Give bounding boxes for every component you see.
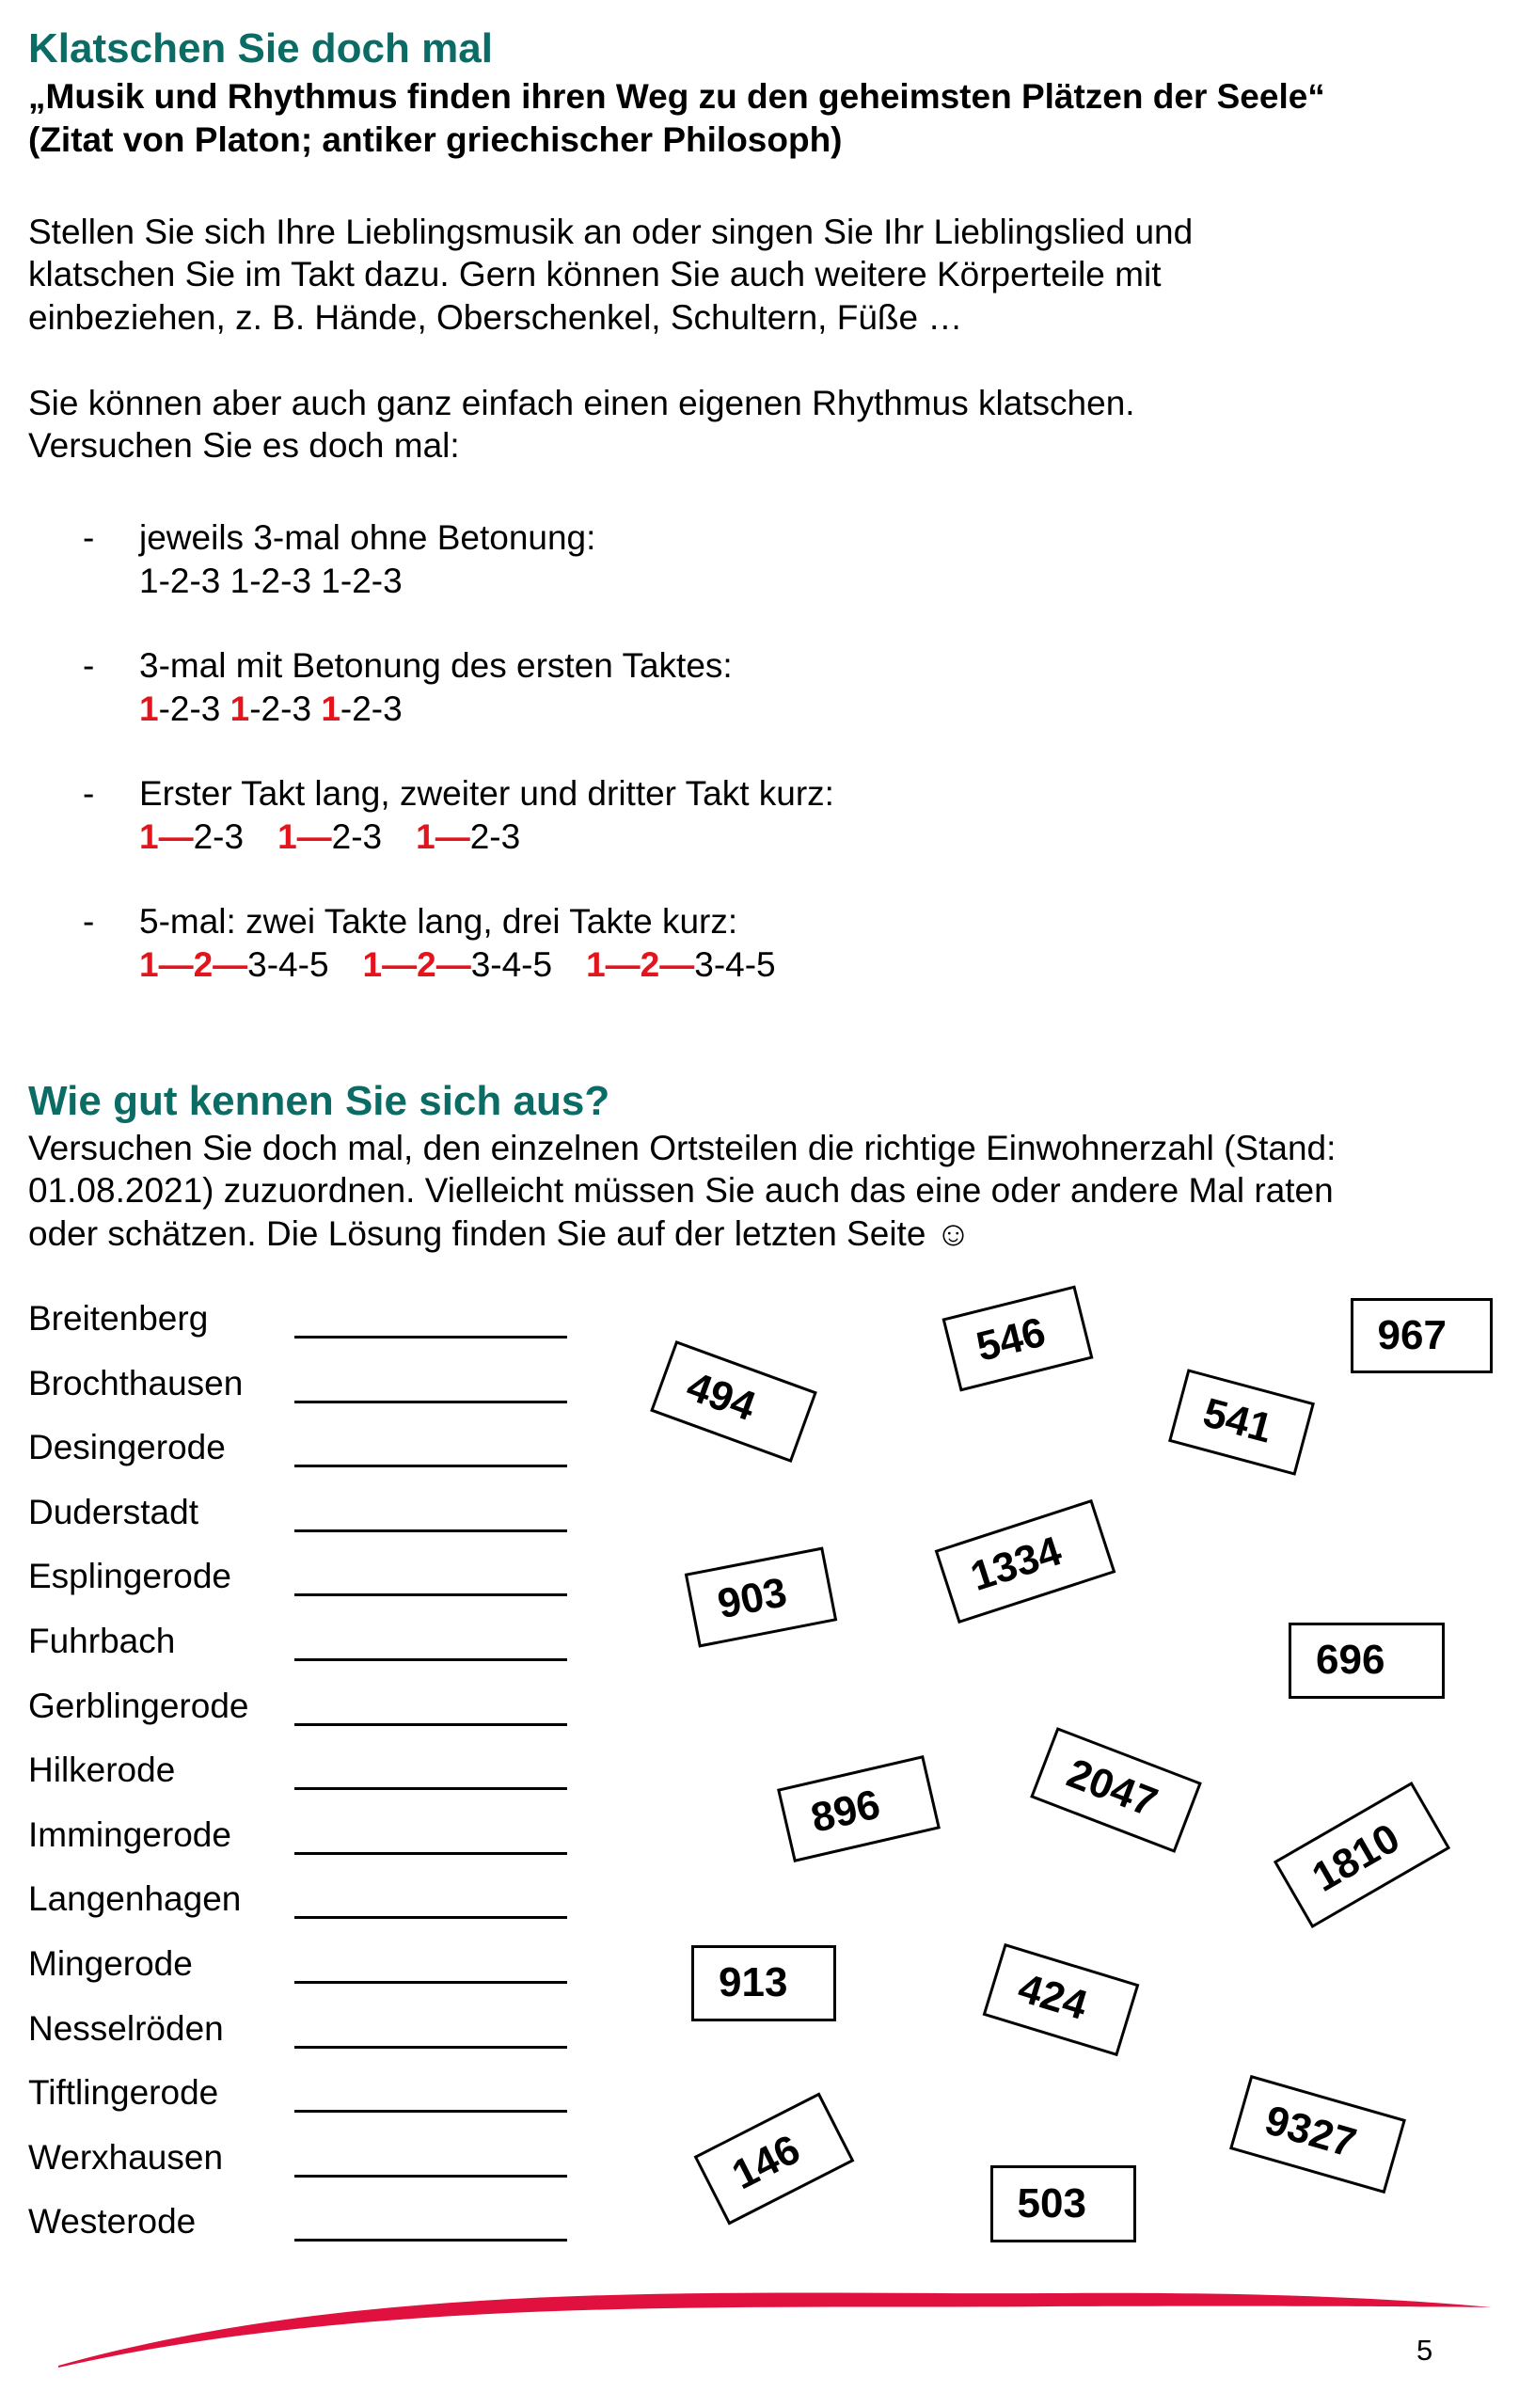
- paragraph-line: Sie können aber auch ganz einfach einen eigenen Rhythmus klatschen.: [28, 384, 1135, 422]
- rhythm-pattern: [139, 819, 520, 854]
- village-name: Langenhagen: [28, 1879, 242, 1919]
- page-number: 5: [1416, 2334, 1433, 2367]
- accented-beat: 1: [229, 689, 250, 728]
- answer-blank-line[interactable]: [294, 2110, 567, 2113]
- number-card[interactable]: [777, 1755, 941, 1862]
- answer-blank-line[interactable]: [294, 1981, 567, 1984]
- beat: 3-4-5: [247, 945, 329, 984]
- beat: -2-3: [158, 689, 230, 728]
- number-card-value: 424: [1012, 1964, 1093, 2029]
- paragraph-line: Versuchen Sie es doch mal:: [28, 426, 460, 465]
- answer-blank-line[interactable]: [294, 2175, 567, 2178]
- number-card[interactable]: [650, 1340, 817, 1463]
- accented-beat: 1—2—: [139, 945, 248, 984]
- swoosh-shape: [58, 2293, 1492, 2368]
- rhythm-pattern: [139, 563, 403, 598]
- village-name: Nesselröden: [28, 2008, 224, 2048]
- number-card[interactable]: [1274, 1782, 1450, 1928]
- accented-beat: 1—2—: [586, 945, 695, 984]
- number-card[interactable]: [1289, 1623, 1445, 1699]
- number-card-value: 1810: [1305, 1814, 1408, 1901]
- number-card[interactable]: [685, 1546, 838, 1647]
- answer-blank-line[interactable]: [294, 1401, 567, 1403]
- answer-blank-line[interactable]: [294, 1787, 567, 1790]
- beat: 3-4-5: [470, 945, 553, 984]
- accented-beat: 1: [321, 689, 340, 728]
- number-card-value: 541: [1198, 1389, 1277, 1452]
- beat: -2-3: [249, 689, 322, 728]
- accented-beat: 1—: [416, 817, 470, 856]
- number-card[interactable]: [1229, 2075, 1406, 2194]
- number-card-value: 546: [972, 1308, 1051, 1370]
- village-name: Duderstadt: [28, 1492, 198, 1531]
- number-card[interactable]: [1030, 1727, 1202, 1853]
- beat: 2-3: [193, 817, 245, 856]
- number-card-value: 913: [719, 1959, 788, 2005]
- answer-blank-line[interactable]: [294, 1723, 567, 1726]
- paragraph-line: klatschen Sie im Takt dazu. Gern können Sie auch weitere Körperteile mit: [28, 255, 1162, 293]
- paragraph-line: einbeziehen, z. B. Hände, Oberschenkel, Schultern, Füße …: [28, 298, 963, 337]
- beat: -2-3: [340, 689, 403, 728]
- beat: 2-3: [469, 817, 521, 856]
- beat: 3-4-5: [694, 945, 776, 984]
- accented-beat: 1—: [277, 817, 332, 856]
- paragraph-line: oder schätzen. Die Lösung finden Sie auf der letzten Seite ☺: [28, 1214, 972, 1253]
- village-name: Hilkerode: [28, 1751, 176, 1790]
- exercise-label: Erster Takt lang, zweiter und dritter Takt kurz:: [139, 774, 834, 813]
- answer-blank-line[interactable]: [294, 1916, 567, 1919]
- number-card-value: 967: [1377, 1312, 1447, 1358]
- bullet-dash: -: [83, 518, 95, 557]
- village-name: Tiftlingerode: [28, 2073, 219, 2113]
- village-name: Fuhrbach: [28, 1622, 176, 1660]
- answer-blank-line[interactable]: [294, 2046, 567, 2049]
- rhythm-pattern: [139, 691, 403, 726]
- paragraph-line: Versuchen Sie doch mal, den einzelnen Ortsteilen die richtige Einwohnerzahl (Stand:: [28, 1129, 1337, 1167]
- answer-blank-line[interactable]: [294, 1465, 567, 1467]
- number-card[interactable]: [1351, 1298, 1493, 1373]
- paragraph-line: Stellen Sie sich Ihre Lieblingsmusik an oder singen Sie Ihr Lieblingslied und: [28, 213, 1194, 251]
- footer-swoosh-decoration: [0, 2258, 1519, 2389]
- number-card-value: 696: [1316, 1637, 1385, 1683]
- rhythm-pattern: [139, 947, 776, 982]
- number-card-value: 503: [1017, 2180, 1086, 2226]
- number-card[interactable]: [983, 1943, 1140, 2056]
- number-card[interactable]: [935, 1499, 1116, 1624]
- beat: 1-2-3 1-2-3 1-2-3: [139, 562, 403, 600]
- beat: 2-3: [331, 817, 383, 856]
- village-name: Breitenberg: [28, 1299, 209, 1338]
- exercise-label: 5-mal: zwei Takte lang, drei Takte kurz:: [139, 902, 738, 941]
- village-name: Desingerode: [28, 1428, 226, 1467]
- section-title-quiz: Wie gut kennen Sie sich aus?: [28, 1078, 610, 1124]
- number-card[interactable]: [694, 2092, 855, 2225]
- number-card[interactable]: [990, 2165, 1136, 2242]
- bullet-dash: -: [83, 774, 95, 813]
- quote-attribution: (Zitat von Platon; antiker griechischer Philosoph): [28, 120, 843, 159]
- answer-blank-line[interactable]: [294, 1336, 567, 1339]
- paragraph-line: 01.08.2021) zuzuordnen. Vielleicht müssen Sie auch das eine oder andere Mal raten: [28, 1171, 1334, 1210]
- answer-blank-line[interactable]: [294, 1593, 567, 1596]
- bullet-dash: -: [83, 646, 95, 685]
- village-name: Westerode: [28, 2202, 197, 2242]
- accented-beat: 1: [139, 689, 159, 728]
- exercise-label: jeweils 3-mal ohne Betonung:: [139, 518, 596, 557]
- village-name: Immingerode: [28, 1814, 231, 1854]
- village-name: Mingerode: [28, 1944, 193, 1983]
- platon-quote: „Musik und Rhythmus finden ihren Weg zu den geheimsten Plätzen der Seele“: [28, 77, 1325, 116]
- number-card[interactable]: [1168, 1369, 1315, 1476]
- accented-beat: 1—2—: [362, 945, 471, 984]
- answer-blank-line[interactable]: [294, 1658, 567, 1661]
- bullet-dash: -: [83, 902, 95, 941]
- answer-blank-line[interactable]: [294, 2239, 567, 2242]
- answer-blank-line[interactable]: [294, 1529, 567, 1532]
- number-card-value: 1334: [965, 1528, 1068, 1601]
- village-name: Brochthausen: [28, 1363, 244, 1402]
- number-card[interactable]: [941, 1286, 1093, 1392]
- number-card-value: 896: [806, 1781, 885, 1842]
- answer-blank-line[interactable]: [294, 1852, 567, 1855]
- village-name: Esplingerode: [28, 1557, 231, 1596]
- accented-beat: 1—: [139, 817, 194, 856]
- number-card-value: 9327: [1259, 2097, 1362, 2167]
- section-title-clapping: Klatschen Sie doch mal: [28, 25, 493, 71]
- exercise-label: 3-mal mit Betonung des ersten Taktes:: [139, 646, 733, 685]
- village-name: Werxhausen: [28, 2137, 224, 2177]
- number-card-value: 903: [714, 1569, 791, 1628]
- number-card[interactable]: [691, 1945, 836, 2021]
- number-card-value: 2047: [1060, 1750, 1163, 1827]
- number-card-value: 494: [680, 1363, 762, 1431]
- village-name: Gerblingerode: [28, 1686, 249, 1725]
- number-card-value: 146: [724, 2126, 808, 2199]
